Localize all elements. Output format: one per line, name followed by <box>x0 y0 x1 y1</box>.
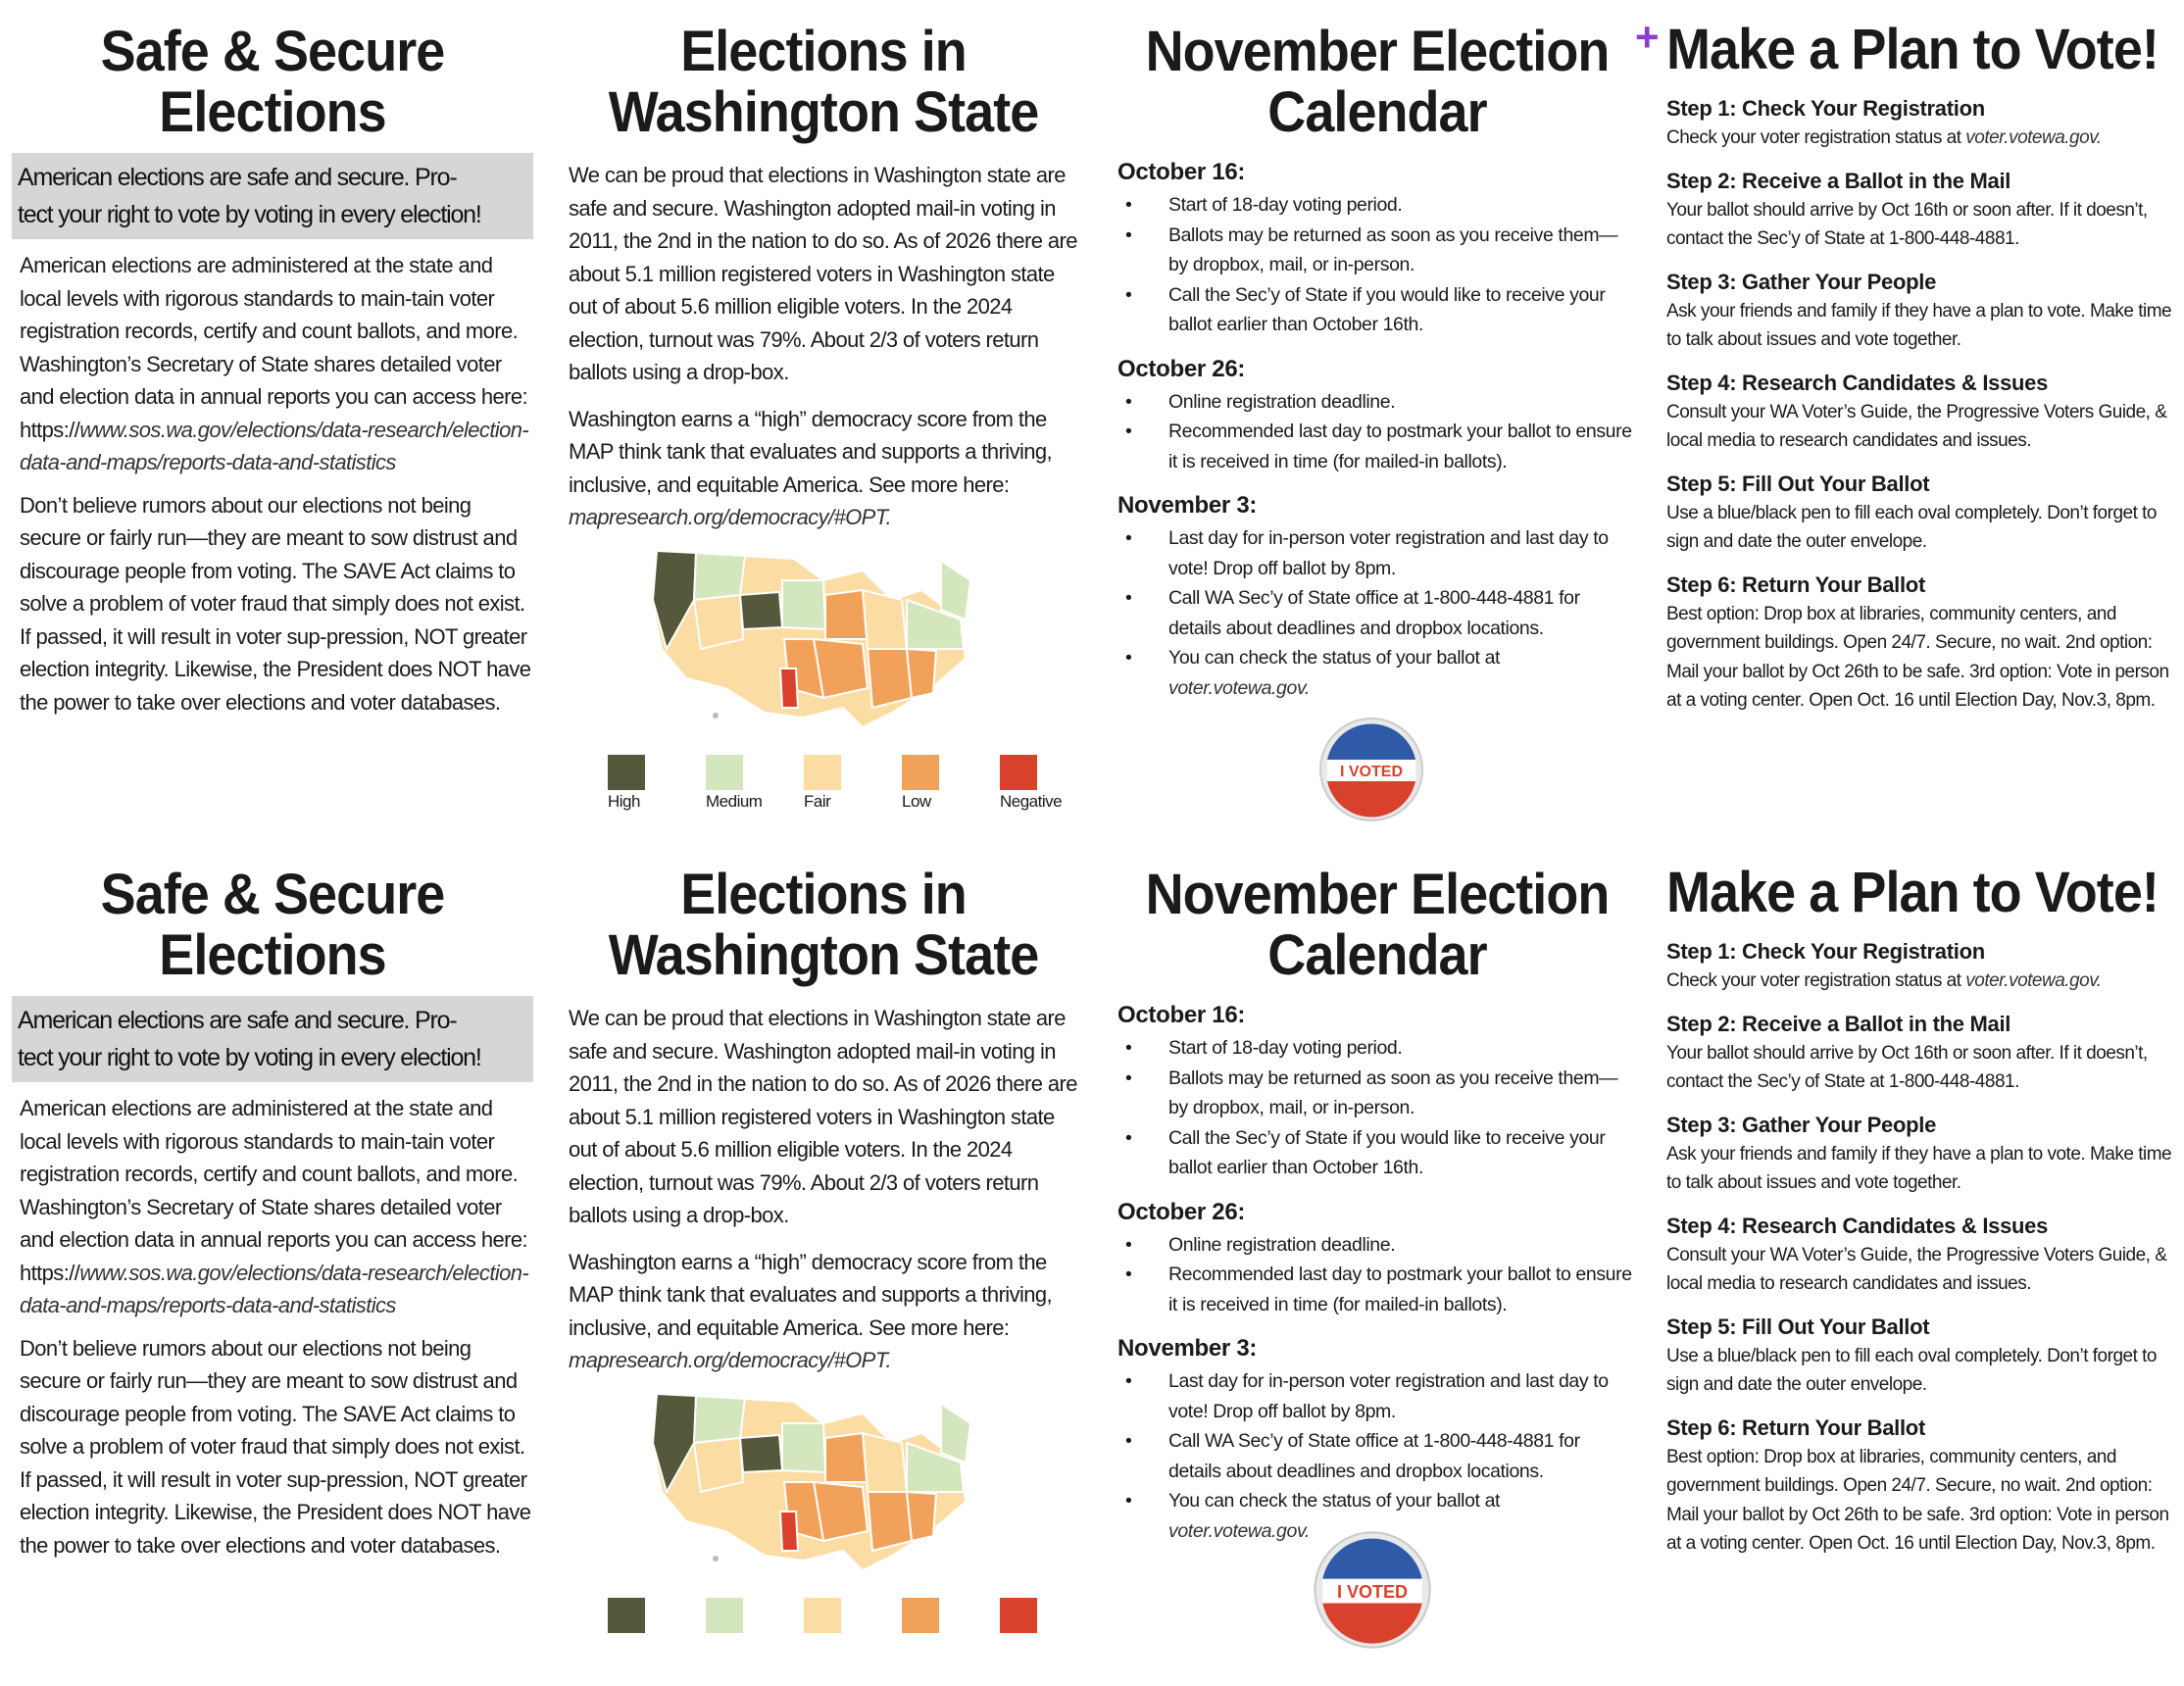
plan-step-text: Best option: Drop box at libraries, community centers, and government buildings. Open 24/7. Secure, no wait. 2nd option: Mail your ballot by Oct 26th to be safe. 3rd option: Vote in person at a voting center. Open Oct. 16 until Election Day, Nov.3, 8pm. <box>1666 1446 2169 1554</box>
wa-para1: We can be proud that elections in Washington state are safe and secure. Washington adopted mail-in voting in 2011, the 2nd in the nation to do so. As of 2026 there are about 5.1 million registered voters in Washington state out of about 5.6 million eligible voters. In the 2024 election, turnout was 79%. About 2/3 of voters return ballots using a drop-box. <box>569 163 1077 384</box>
plan-title: Make a Plan to Vote! <box>1666 861 2159 924</box>
ballot-status-link[interactable]: voter.votewa.gov. <box>1168 676 1310 699</box>
flyer-bottom <box>0 843 2184 1686</box>
calendar-item: • Start of 18-day voting period. <box>1117 1033 1637 1064</box>
plan-column <box>1666 0 2176 843</box>
calendar-date: November 3: <box>1117 1335 1258 1362</box>
calendar-item: • Recommended last day to postmark your ballot to ensure it is received in time (for mailed-in ballots). <box>1117 1260 1637 1319</box>
us-map-graphic <box>569 1384 1078 1580</box>
legend-item: High <box>608 755 696 812</box>
calendar-item: • Call the Sec’y of State if you would like to receive your ballot earlier than October 16th. <box>1117 280 1637 340</box>
plan-step-text: Your ballot should arrive by Oct 16th or soon after. If it doesn’t, contact the Sec’y of State at 1-800-448-4881. <box>1666 1042 2148 1092</box>
plan-step-heading: Step 2: Receive a Ballot in the Mail <box>1666 168 2011 193</box>
safe-secure-title: Safe & Secure Elections <box>100 863 445 987</box>
calendar-item: • Last day for in-person voter registration and last day to vote! Drop off ballot by 8pm. <box>1117 523 1637 583</box>
plan-step-text: Check your voter registration status at voter.votewa.gov. <box>1666 970 2102 991</box>
democracy-map <box>569 1384 1078 1585</box>
legend-swatch <box>608 1598 645 1633</box>
calendar-item: • Online registration deadline. <box>1117 387 1637 418</box>
legend-swatch <box>902 1598 939 1633</box>
calendar-item: • Call the Sec’y of State if you would like to receive your ballot earlier than October 16th. <box>1117 1123 1637 1183</box>
legend-swatch <box>804 755 841 790</box>
calendar-column <box>1117 843 1637 1686</box>
calendar-title: November Election Calendar <box>1145 863 1610 987</box>
safe-secure-title: Safe & Secure Elections <box>100 20 445 144</box>
plan-step-heading: Step 3: Gather Your People <box>1666 269 1937 294</box>
plan-step-heading: Step 6: Return Your Ballot <box>1666 571 1925 597</box>
calendar-item: • Ballots may be returned as soon as you receive them—by dropbox, mail, or in-person. <box>1117 221 1637 280</box>
calendar-column <box>1117 0 1637 843</box>
calendar-date: November 3: <box>1117 492 1258 519</box>
calendar-date: October 16: <box>1117 159 1246 185</box>
calendar-item: • You can check the status of your ballot at voter.votewa.gov. <box>1117 1486 1637 1546</box>
legend-item <box>706 1598 794 1633</box>
plan-step-heading: Step 4: Research Candidates & Issues <box>1666 1213 2049 1238</box>
calendar-item: • Ballots may be returned as soon as you receive them—by dropbox, mail, or in-person. <box>1117 1064 1637 1123</box>
legend-item <box>1000 1598 1078 1633</box>
calendar-date: October 26: <box>1117 1198 1246 1225</box>
legend-item: Negative <box>1000 755 1078 812</box>
calendar-list <box>1117 190 1637 340</box>
safe-secure-para2: Don’t believe rumors about our elections not being secure or fairly run—they are meant to sow distrust and discourage people from voting. The SAVE Act claims to solve a problem of voter fraud that simply does not exist. If passed, it will result in voter sup-pression, NOT greater election integrity. Likewise, the President does NOT have the power to take over elections and voter databases. <box>20 1335 531 1558</box>
plan-step-text: Your ballot should arrive by Oct 16th or soon after. If it doesn’t, contact the Sec’y of State at 1-800-448-4881. <box>1666 199 2148 249</box>
i-voted-sticker-icon <box>1312 1529 1433 1656</box>
plan-step-text: Check your voter registration status at voter.votewa.gov. <box>1666 127 2102 148</box>
wa-para1: We can be proud that elections in Washington state are safe and secure. Washington adopted mail-in voting in 2011, the 2nd in the nation to do so. As of 2026 there are about 5.1 million registered voters in Washington state out of about 5.6 million eligible voters. In the 2024 election, turnout was 79%. About 2/3 of voters return ballots using a drop-box. <box>569 1006 1077 1227</box>
plan-step-text: Ask your friends and family if they have a plan to vote. Make time to talk about issues and vote together. <box>1666 1143 2172 1193</box>
plan-step-heading: Step 6: Return Your Ballot <box>1666 1414 1925 1440</box>
plan-step-text: Use a blue/black pen to fill each oval completely. Don’t forget to sign and date the outer envelope. <box>1666 1345 2157 1395</box>
democracy-map <box>569 541 1078 742</box>
plan-step-heading: Step 4: Research Candidates & Issues <box>1666 370 2049 395</box>
legend-swatch <box>804 1598 841 1633</box>
plan-step-text: Best option: Drop box at libraries, community centers, and government buildings. Open 24/7. Secure, no wait. 2nd option: Mail your ballot by Oct 26th to be safe. 3rd option: Vote in person at a voting center. Open Oct. 16 until Election Day, Nov.3, 8pm. <box>1666 603 2169 711</box>
legend-item <box>804 1598 892 1633</box>
svg-text:I VOTED: I VOTED <box>1336 1581 1409 1602</box>
legend-item: Medium <box>706 755 794 812</box>
calendar-title: November Election Calendar <box>1145 20 1610 144</box>
registration-link[interactable]: voter.votewa.gov. <box>1965 127 2102 148</box>
calendar-item: • Call WA Sec’y of State office at 1-800-448-4881 for details about deadlines and dropbox locations. <box>1117 583 1637 643</box>
legend-item: Fair <box>804 755 892 812</box>
calendar-list <box>1117 1366 1637 1546</box>
plan-column <box>1666 843 2176 1686</box>
legend-item <box>608 1598 696 1633</box>
plan-step-heading: Step 5: Fill Out Your Ballot <box>1666 1314 1930 1339</box>
legend-item: Low <box>902 755 990 812</box>
calendar-list <box>1117 1033 1637 1183</box>
calendar-list <box>1117 523 1637 703</box>
legend-swatch <box>902 755 939 790</box>
plus-mark: + <box>1635 14 1660 60</box>
map-link[interactable]: mapresearch.org/democracy/#OPT. <box>569 1348 892 1372</box>
map-link[interactable]: mapresearch.org/democracy/#OPT. <box>569 505 892 529</box>
safe-secure-column <box>12 843 533 1686</box>
wa-para2: Washington earns a “high” democracy score from the MAP think tank that evaluates and supports a thriving, inclusive, and equitable America. See more here: mapresearch.org/democracy/#OPT. <box>569 406 1053 529</box>
wa-column <box>569 0 1078 843</box>
legend-swatch <box>706 755 743 790</box>
wa-title: Elections in Washington State <box>608 863 1039 987</box>
wa-para2: Washington earns a “high” democracy score from the MAP think tank that evaluates and supports a thriving, inclusive, and equitable America. See more here: mapresearch.org/democracy/#OPT. <box>569 1249 1053 1372</box>
wa-title: Elections in Washington State <box>608 20 1039 144</box>
calendar-item: • Recommended last day to postmark your ballot to ensure it is received in time (for mailed-in ballots). <box>1117 417 1637 476</box>
legend-swatch <box>706 1598 743 1633</box>
safe-secure-para1: American elections are administered at the state and local levels with rigorous standards to main-tain voter registration records, certify and count ballots, and more. Washington’s Secretary of State shares detailed voter and election data in annual reports you can access here: https://www.sos.wa.gov/elections/data-research/election-data-and-maps/reports-data-and-statistics <box>20 1096 529 1317</box>
safe-secure-para1: American elections are administered at the state and local levels with rigorous standards to main-tain voter registration records, certify and count ballots, and more. Washington’s Secretary of State shares detailed voter and election data in annual reports you can access here: https://www.sos.wa.gov/elections/data-research/election-data-and-maps/reports-data-and-statistics <box>20 253 529 474</box>
registration-link[interactable]: voter.votewa.gov. <box>1965 970 2102 991</box>
ballot-status-link[interactable]: voter.votewa.gov. <box>1168 1519 1310 1542</box>
calendar-item: • You can check the status of your ballot at voter.votewa.gov. <box>1117 643 1637 703</box>
plan-step-heading: Step 3: Gather Your People <box>1666 1112 1937 1137</box>
plan-step-text: Use a blue/black pen to fill each oval completely. Don’t forget to sign and date the outer envelope. <box>1666 502 2157 552</box>
plan-step-heading: Step 1: Check Your Registration <box>1666 939 1985 964</box>
safe-secure-column <box>12 0 533 843</box>
svg-text:I VOTED: I VOTED <box>1339 764 1404 780</box>
calendar-item: • Online registration deadline. <box>1117 1230 1637 1261</box>
plan-step-heading: Step 5: Fill Out Your Ballot <box>1666 471 1930 496</box>
plan-step-heading: Step 2: Receive a Ballot in the Mail <box>1666 1011 2011 1036</box>
calendar-list <box>1117 387 1637 477</box>
calendar-date: October 26: <box>1117 355 1246 382</box>
plan-step-text: Consult your WA Voter’s Guide, the Progressive Voters Guide, & local media to research candidates and issues. <box>1666 401 2167 451</box>
i-voted-sticker-icon <box>1317 716 1425 828</box>
calendar-item: • Last day for in-person voter registration and last day to vote! Drop off ballot by 8pm. <box>1117 1366 1637 1426</box>
wa-column <box>569 843 1078 1686</box>
legend-swatch <box>1000 1598 1037 1633</box>
legend-item <box>902 1598 990 1633</box>
plan-title: Make a Plan to Vote! <box>1666 18 2159 81</box>
calendar-date: October 16: <box>1117 1002 1246 1028</box>
safe-secure-para2: Don’t believe rumors about our elections not being secure or fairly run—they are meant to sow distrust and discourage people from voting. The SAVE Act claims to solve a problem of voter fraud that simply does not exist. If passed, it will result in voter sup-pression, NOT greater election integrity. Likewise, the President does NOT have the power to take over elections and voter databases. <box>20 492 531 715</box>
sos-link[interactable]: www.sos.wa.gov/elections/data-research/election-data-and-maps/reports-data-and-statistics <box>20 1260 529 1317</box>
safe-secure-callout: American elections are safe and secure. Pro- tect your right to vote by voting in every election! <box>12 996 533 1082</box>
legend-swatch <box>608 755 645 790</box>
calendar-list <box>1117 1230 1637 1320</box>
legend-swatch <box>1000 755 1037 790</box>
plan-step-heading: Step 1: Check Your Registration <box>1666 96 1985 121</box>
us-map-graphic <box>569 541 1078 737</box>
plan-step-text: Ask your friends and family if they have a plan to vote. Make time to talk about issues and vote together. <box>1666 300 2172 350</box>
safe-secure-callout: American elections are safe and secure. Pro- tect your right to vote by voting in every election! <box>12 153 533 239</box>
calendar-item: • Start of 18-day voting period. <box>1117 190 1637 221</box>
calendar-item: • Call WA Sec’y of State office at 1-800-448-4881 for details about deadlines and dropbox locations. <box>1117 1426 1637 1486</box>
plan-step-text: Consult your WA Voter’s Guide, the Progressive Voters Guide, & local media to research candidates and issues. <box>1666 1244 2167 1294</box>
sos-link[interactable]: www.sos.wa.gov/elections/data-research/election-data-and-maps/reports-data-and-statistics <box>20 417 529 474</box>
